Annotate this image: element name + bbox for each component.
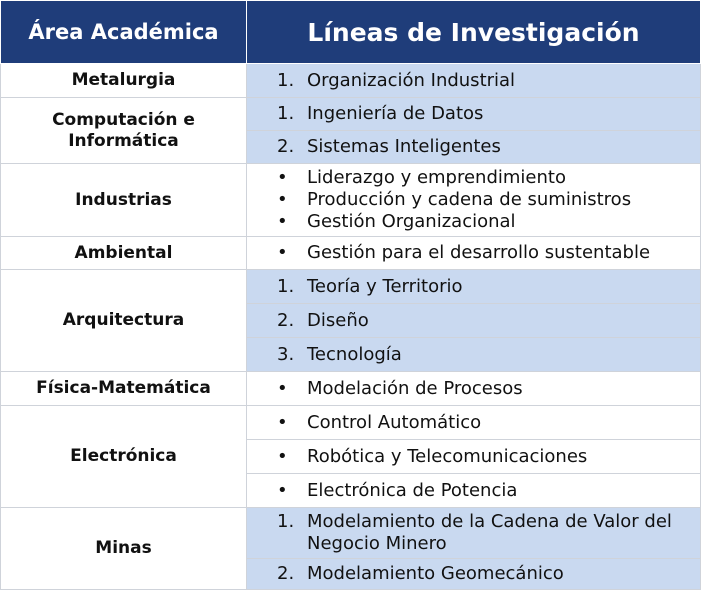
line-text: Modelamiento de la Cadena de Valor del Negocio Minero	[307, 511, 672, 554]
table-row	[1, 372, 701, 406]
line-text: Tecnología	[307, 343, 402, 365]
bullet-marker: •	[277, 377, 288, 399]
table-row	[1, 164, 701, 237]
table-row	[1, 406, 701, 440]
line-text: Electrónica de Potencia	[307, 479, 518, 501]
area-cell: Electrónica	[1, 406, 247, 508]
table-row	[1, 508, 701, 559]
list-marker: 1.	[277, 69, 295, 91]
line-text: Producción y cadena de suministros	[307, 189, 632, 210]
line-text: Liderazgo y emprendimiento	[307, 167, 566, 188]
line-cell	[247, 304, 701, 338]
area-cell: Metalurgia	[1, 64, 247, 98]
area-cell: Arquitectura	[1, 270, 247, 372]
area-cell: Física-Matemática	[1, 372, 247, 406]
list-marker: 2.	[277, 563, 295, 584]
line-cell	[247, 406, 701, 440]
bullet-marker: •	[277, 167, 288, 188]
bullet-marker: •	[277, 445, 288, 467]
area-cell: Industrias	[1, 164, 247, 237]
line-cell	[247, 98, 701, 131]
list-marker: 2.	[277, 136, 295, 157]
list-marker: 1.	[277, 275, 295, 297]
line-cell	[247, 474, 701, 508]
header-lines: Líneas de Investigación	[247, 1, 701, 64]
line-text: Organización Industrial	[307, 69, 516, 91]
line-text: Sistemas Inteligentes	[307, 136, 501, 157]
list-marker: 1.	[277, 511, 295, 532]
table-row	[1, 270, 701, 304]
line-cell	[247, 372, 701, 406]
line-text: Robótica y Telecomunicaciones	[307, 445, 588, 467]
line-text: Gestión Organizacional	[307, 211, 516, 232]
bullet-marker: •	[277, 411, 288, 433]
table-row	[1, 237, 701, 270]
bullet-marker: •	[277, 242, 288, 263]
line-cell	[247, 440, 701, 474]
table-header-row	[1, 1, 701, 64]
line-cell	[247, 508, 701, 559]
area-cell: Ambiental	[1, 237, 247, 270]
line-text: Control Automático	[307, 411, 482, 433]
area-cell: Computación e Informática	[1, 98, 247, 164]
line-cell	[247, 237, 701, 270]
line-text: Ingeniería de Datos	[307, 103, 484, 124]
table-row	[1, 98, 701, 131]
bullet-marker: •	[277, 479, 288, 501]
bullet-marker: •	[277, 189, 288, 210]
area-cell: Minas	[1, 508, 247, 590]
table-row	[1, 64, 701, 98]
line-cell	[247, 164, 701, 237]
line-cell	[247, 131, 701, 164]
bullet-marker: •	[277, 211, 288, 232]
line-text: Modelamiento Geomecánico	[307, 563, 564, 584]
list-marker: 3.	[277, 343, 295, 365]
line-text: Gestión para el desarrollo sustentable	[307, 242, 651, 263]
line-text: Diseño	[307, 309, 369, 331]
line-cell	[247, 64, 701, 98]
line-text: Modelación de Procesos	[307, 377, 523, 399]
line-cell	[247, 338, 701, 372]
line-text: Teoría y Territorio	[307, 275, 463, 297]
line-cell	[247, 559, 701, 590]
list-marker: 2.	[277, 309, 295, 331]
list-marker: 1.	[277, 103, 295, 124]
header-area: Área Académica	[1, 1, 247, 64]
line-cell	[247, 270, 701, 304]
